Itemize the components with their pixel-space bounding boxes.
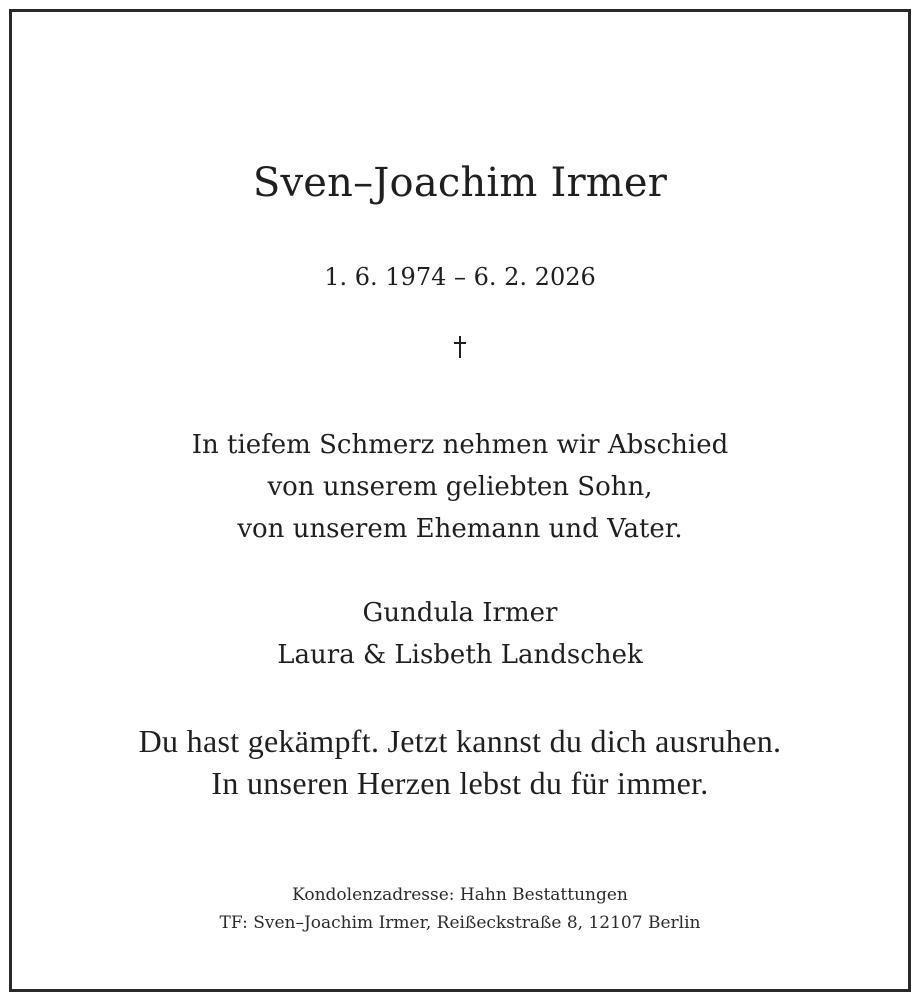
condolence-contact-line: TF: Sven–Joachim Irmer, Reißeckstraße 8, 12107 Berlin: [219, 913, 701, 933]
signatory-2: Laura & Lisbeth Landschek: [277, 640, 643, 670]
condolence-address-line: Kondolenzadresse: Hahn Bestattungen: [292, 885, 628, 905]
quote-line-1: Du hast gekämpft. Jetzt kannst du dich ausruhen.: [138, 723, 782, 759]
quote-line-2: In unseren Herzen lebst du für immer.: [211, 765, 709, 801]
signatory-1: Gundula Irmer: [362, 598, 558, 628]
obituary-notice-frame: [9, 9, 911, 992]
message-line-1: In tiefem Schmerz nehmen wir Abschied: [191, 430, 729, 460]
deceased-name: Sven–Joachim Irmer: [252, 160, 668, 206]
cross-symbol-row: [12, 336, 908, 376]
message-line-3: von unserem Ehemann und Vater.: [237, 514, 683, 544]
life-dates: 1. 6. 1974 – 6. 2. 2026: [324, 263, 596, 291]
message-line-2: von unserem geliebten Sohn,: [267, 472, 653, 502]
cross-icon: [453, 336, 467, 358]
